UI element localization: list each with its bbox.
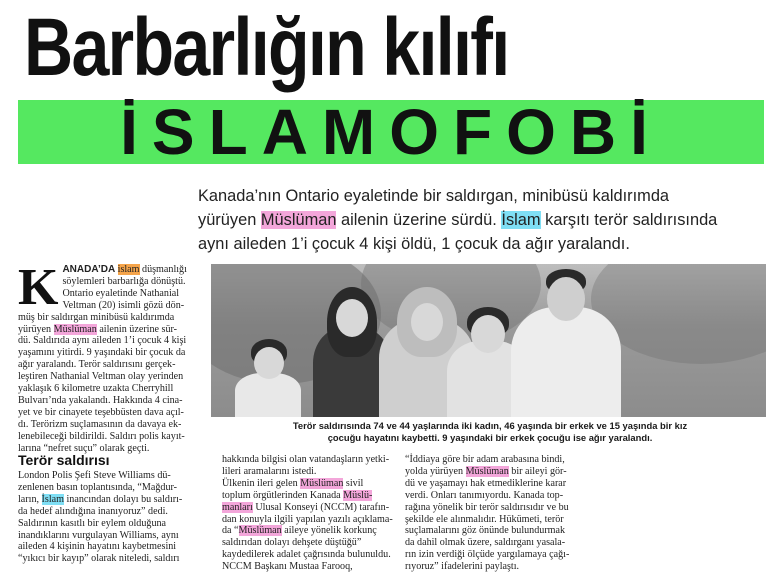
text-run: dü. Saldırıda aynı aileden 1’i çocuk 4 kişi: [18, 335, 187, 347]
article-line: [222, 514, 398, 526]
text-run: NCCM Başkanı Mustaa Farooq,: [222, 561, 353, 573]
text-run: rın izin verdiği ölçüde yargılamaya çağı-: [405, 549, 570, 561]
text-run: “İddiaya göre bir adam arabasına bindi,: [405, 454, 565, 465]
lede-line: [198, 208, 766, 232]
article-line: [18, 359, 204, 371]
article-line: [18, 312, 204, 324]
text-run: lileri aramalarını istedi.: [222, 465, 317, 477]
article-line: [405, 514, 585, 526]
text-run: dan konuyla ilgili yapılan yazılı açıklama-: [222, 513, 393, 525]
text-run: yaklaşık 6 kilometre uzakta Cherryhill: [18, 383, 174, 395]
text-run: da dahil olmak üzere, saldırganı yasala-: [405, 537, 566, 549]
article-line: [222, 561, 398, 573]
text-run: zenlenen basın toplantısında, “Mağdur-: [18, 481, 178, 493]
article-line: [18, 506, 204, 518]
text-run: ailenin üzerine sürdü.: [336, 211, 502, 229]
article-line: [405, 537, 585, 549]
highlighted-word: İslam: [41, 493, 64, 505]
text-run: yolda yürüyen: [405, 465, 466, 477]
article-line: [18, 494, 204, 506]
article-line: [18, 347, 204, 359]
article-column-2: [222, 454, 398, 573]
text-run: yaşamını yitirdi. 9 yaşındaki bir çocuk da: [18, 347, 186, 359]
text-run: şekilde ele alınmalıdır. Hükümeti, terör: [405, 513, 564, 525]
article-line: [405, 525, 585, 537]
lede-line: [198, 184, 766, 208]
text-run: düşmanlığı: [139, 264, 187, 275]
text-run: suçlamalarını göz önünde bulundurmak: [405, 525, 566, 537]
text-run: söylemleri barbarlığa dönüştü.: [62, 275, 186, 287]
highlighted-word: Müslüman: [260, 211, 337, 229]
text-run: toplum örgütlerinden Kanada: [222, 489, 344, 501]
highlighted-word: Müslü-: [343, 489, 373, 501]
section-heading: Terör saldırısı: [18, 452, 110, 468]
caption-line: çocuğu hayatını kaybetti. 9 yaşındaki bir erkek çocuğu ise ağır yaralandı.: [327, 432, 653, 443]
text-run: yet ve bir cinayete teşebbüsten dava açıl-: [18, 406, 184, 418]
text-run: müş bir saldırgan minibüsü kaldırımda: [18, 311, 175, 323]
article-line: [405, 478, 585, 490]
text-run: verdi. Onları tanımıyordu. Kanada top-: [405, 489, 564, 501]
article-line: [18, 335, 204, 347]
subhead: İSLAMOFOBİ: [120, 96, 662, 168]
headline: Barbarlığın kılıfı: [24, 2, 509, 93]
article-line: [222, 490, 398, 502]
article-line: [222, 454, 398, 466]
article-line: [222, 537, 398, 549]
text-run: da “: [222, 525, 239, 537]
text-run: aynı aileden 1’i çocuk 4 kişi öldü, 1 çocuk da ağır yaralandı.: [198, 235, 630, 253]
article-line: [222, 502, 398, 514]
article-line: [18, 419, 204, 431]
article-line: [405, 454, 585, 466]
highlighted-word: Müslüman: [465, 465, 509, 477]
text-run: Ülkenin ileri gelen: [222, 477, 301, 489]
text-run: larına “nefret suçu” olarak geçti.: [18, 442, 150, 454]
text-run: lenebileceği bildirildi. Saldırı polis kayıt-: [18, 430, 185, 442]
article-line: [18, 518, 204, 530]
text-run: “yıkıcı bir kayıp” olarak niteledi, saldırı: [18, 553, 180, 565]
lede: [198, 184, 766, 256]
text-run: aileye yönelik korkunç: [281, 525, 377, 537]
text-run: karşıtı terör saldırısında: [540, 211, 718, 229]
article-line: [405, 549, 585, 561]
text-run: London Polis Şefi Steve Williams dü-: [18, 470, 171, 481]
article-line: [18, 431, 204, 443]
highlighted-word: manları: [222, 501, 253, 513]
text-run: ların,: [18, 493, 42, 505]
article-line: [18, 541, 204, 553]
text-run: Kanada’nın Ontario eyaletinde bir saldırgan, minibüsü kaldırımda: [198, 187, 670, 205]
highlighted-word: Müslüman: [53, 323, 97, 335]
lede-line: [198, 232, 766, 256]
text-run: yürüyen: [18, 323, 54, 335]
article-line: [405, 561, 585, 573]
drop-cap: K: [18, 259, 59, 316]
text-run: inancından dolayı bu saldırı-: [63, 493, 183, 505]
article-line: [18, 407, 204, 419]
article-column-1: [18, 259, 204, 455]
text-run: yürüyen: [198, 211, 261, 229]
text-run: rağına yönelik bir terör saldırısıdır ve bu: [405, 501, 569, 513]
article-line: [18, 371, 204, 383]
article-line: [18, 553, 204, 565]
article-line: [405, 490, 585, 502]
article-line: [18, 324, 204, 336]
text-run: da hedef alındığına inanıyoruz” dedi.: [18, 505, 168, 517]
person-boy: [233, 339, 303, 417]
text-run: kaydedilerek adalet çağrısında bulunuldu.: [222, 549, 391, 561]
photo-caption: [216, 420, 764, 444]
article-line: [222, 525, 398, 537]
highlighted-word: islam: [117, 264, 140, 275]
article-column-1-section: [18, 470, 204, 565]
text-run: Veltman (20) isimli gözü dön-: [62, 299, 185, 311]
article-line: [18, 470, 204, 482]
article-line: [222, 549, 398, 561]
article-line: [18, 383, 204, 395]
text-run: bir aileyi gör-: [508, 465, 567, 477]
article-line: [222, 478, 398, 490]
text-run: rıyoruz” ifadelerini paylaştı.: [405, 561, 520, 573]
caption-line: Terör saldırısında 74 ve 44 yaşlarında iki kadın, 46 yaşında bir erkek ve 15 yaşında bir kız: [292, 420, 688, 431]
highlighted-word: Müslüman: [300, 477, 344, 489]
text-run: dü ve yaşamayı hak etmediklerine karar: [405, 477, 567, 489]
text-run: aileden 4 kişinin hayatını kaybetmesini: [18, 541, 177, 553]
article-line: [18, 395, 204, 407]
text-run: ANADA’DA: [62, 264, 118, 275]
family-photo: [211, 264, 766, 417]
article-line: [405, 466, 585, 478]
text-run: Bulvarı’nda yakalandı. Hakkında 4 cina-: [18, 394, 183, 406]
highlighted-word: Müslüman: [238, 525, 282, 537]
article-line: [405, 502, 585, 514]
text-run: ailenin üzerine sür-: [96, 323, 178, 335]
article-line: [18, 482, 204, 494]
article-line: [222, 466, 398, 478]
text-run: Ontario eyaletinde Nathanial: [62, 287, 180, 299]
text-run: saldırıdan dolayı dehşete düştüğü”: [222, 537, 362, 549]
text-run: Saldırının kasıtlı bir eylem olduğuna: [18, 517, 167, 529]
text-run: inandıklarını vurgulayan Williams, aynı: [18, 529, 179, 541]
article-column-3: [405, 454, 585, 573]
text-run: leştiren Nathanial Veltman olay yerinden: [18, 371, 184, 383]
person-man: [511, 269, 621, 417]
highlighted-word: İslam: [501, 211, 541, 229]
text-run: sivil: [343, 477, 364, 489]
text-run: dı. Terörizm suçlamasının da davaya ek-: [18, 418, 182, 430]
text-run: ağır yaralandı. Terör saldırısını gerçek-: [18, 359, 176, 371]
text-run: Ulusal Konseyi (NCCM) tarafın-: [252, 501, 390, 513]
article-line: [18, 530, 204, 542]
text-run: hakkında bilgisi olan vatandaşların yetki-: [222, 454, 390, 465]
